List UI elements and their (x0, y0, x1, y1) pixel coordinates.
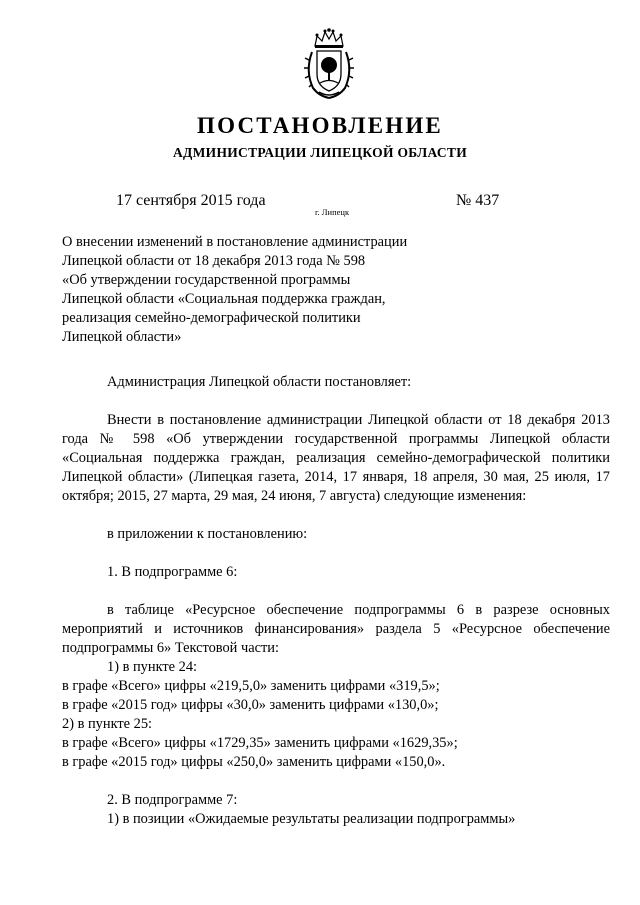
document-city: г. Липецк (315, 207, 350, 217)
document-subtitle: АДМИНИСТРАЦИИ ЛИПЕЦКОЙ ОБЛАСТИ (172, 145, 468, 160)
list-item: в графе «Всего» цифры «1729,35» заменить цифрами «1629,35»; (62, 735, 458, 751)
table-paragraph: в таблице «Ресурсное обеспечение подпрограммы 6 в разрезе основных мероприятий и источников финансирования» раздела 5 «Ресурсное обеспечение подпрограммы 6» Текстовой части: (62, 602, 610, 656)
subject-line: реализация семейно-демографической политики (62, 310, 361, 326)
subject-line: Липецкой области» (62, 329, 182, 345)
list-item: в графе «Всего» цифры «219,5,0» заменить цифрами «319,5»; (62, 678, 440, 694)
document-number: № 437 (456, 192, 500, 209)
document-subject (62, 233, 482, 347)
appendix-paragraph: в приложении к постановлению: (107, 526, 308, 542)
list-item: 1) в позиции «Ожидаемые результаты реализации подпрограммы» (107, 811, 516, 827)
coat-of-arms-icon (303, 26, 355, 100)
main-paragraph: Внести в постановление администрации Липецкой области от 18 декабря 2013 года № 598 «Об утверждении государственной программы Липецкой области «Социальная поддержка граждан, реализация семейно-демографической политики Липецкой области» (Липецкая газета, 2014, 17 января, 18 апреля, 30 мая, 25 июля, 17 октября; 2015, 27 марта, 29 мая, 24 июня, 7 августа) следующие изменения: (62, 412, 610, 504)
document-body (62, 373, 610, 829)
list-item: 1) в пункте 24: (107, 659, 198, 675)
subject-line: О внесении изменений в постановление администрации (62, 234, 408, 250)
subject-line: Липецкой области «Социальная поддержка граждан, (62, 291, 386, 307)
subject-line: Липецкой области от 18 декабря 2013 года № 598 (62, 253, 366, 269)
document-date: 17 сентября 2015 года (116, 192, 266, 209)
subprogram-7-heading: 2. В подпрограмме 7: (107, 792, 238, 808)
document-title: ПОСТАНОВЛЕНИЕ (197, 113, 443, 138)
list-item: 2) в пункте 25: (62, 716, 153, 732)
subject-line: «Об утверждении государственной программы (62, 272, 351, 288)
list-item: в графе «2015 год» цифры «250,0» заменить цифрами «150,0». (62, 754, 446, 770)
list-item: в графе «2015 год» цифры «30,0» заменить цифрами «130,0»; (62, 697, 439, 713)
resolution-statement: Администрация Липецкой области постановляет: (107, 374, 412, 390)
subprogram-6-heading: 1. В подпрограмме 6: (107, 564, 238, 580)
